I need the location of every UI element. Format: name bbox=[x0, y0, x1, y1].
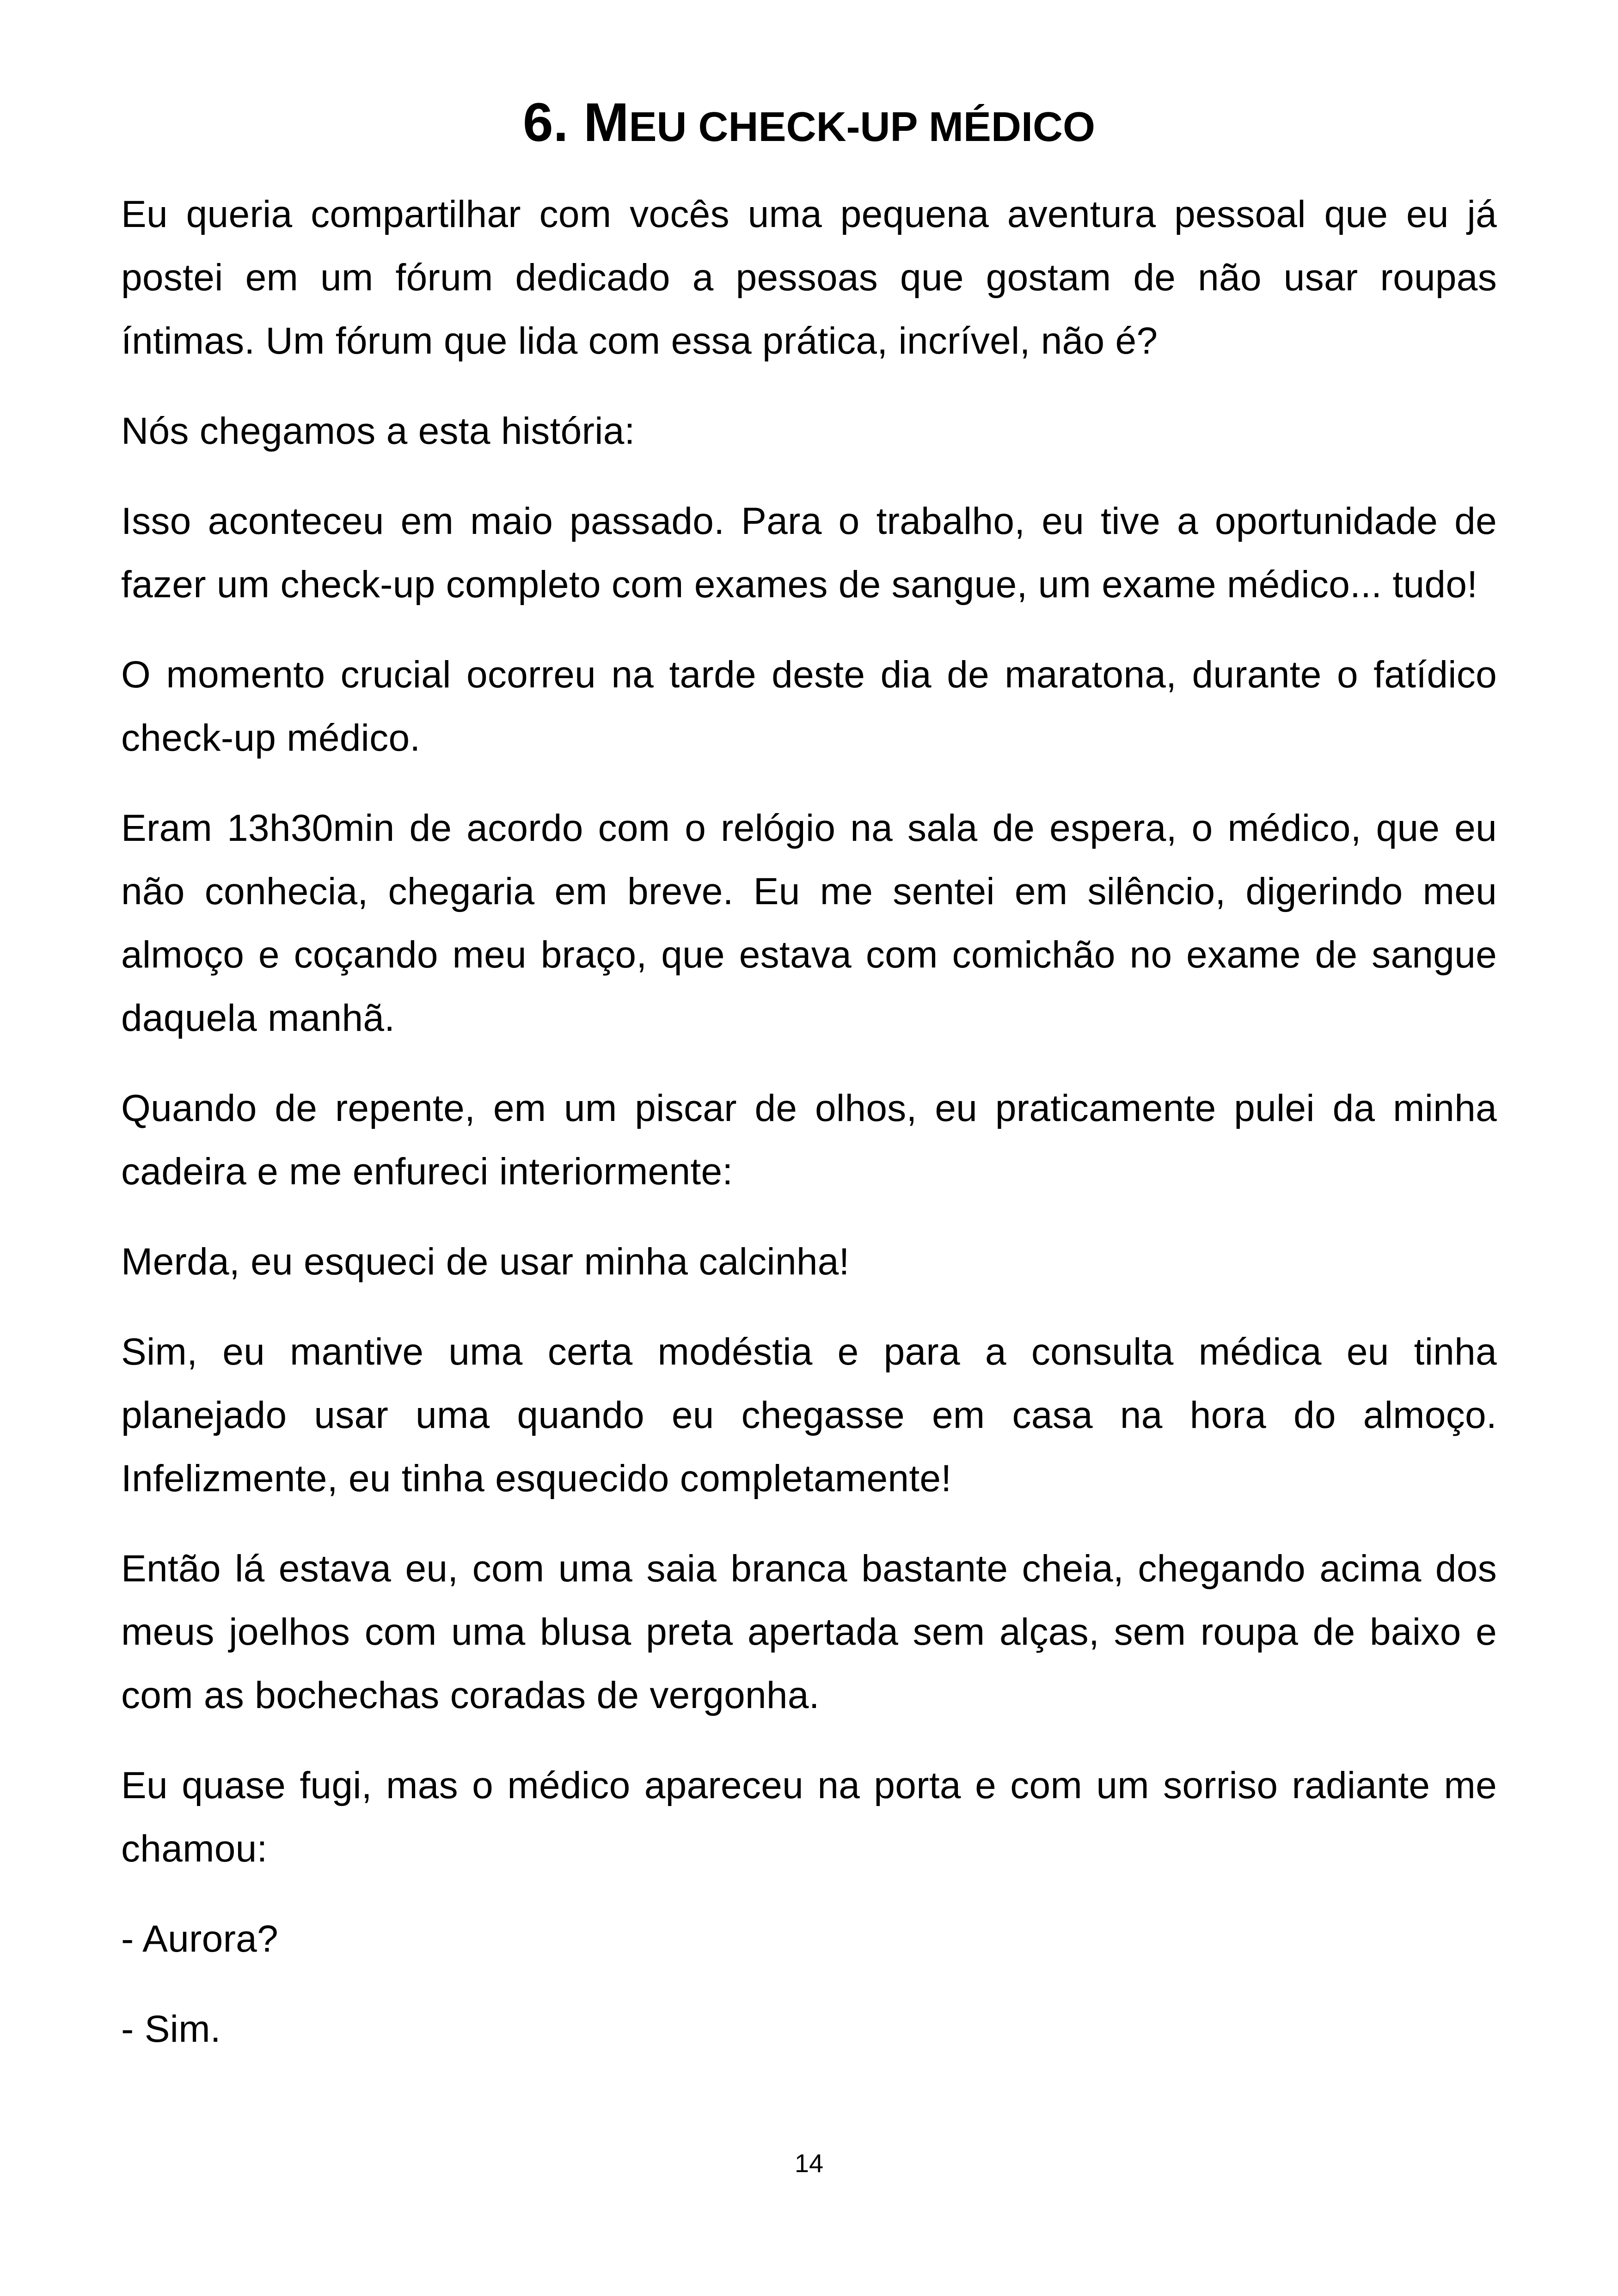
paragraph: Sim, eu mantive uma certa modéstia e para a consulta médica eu tinha planejado usar uma quando eu chegasse em casa na hora do almoço. Infelizmente, eu tinha esquecido completamente! bbox=[121, 1331, 1497, 1500]
paragraph: Isso aconteceu em maio passado. Para o trabalho, eu tive a oportunidade de fazer um check-up completo com exames de sangue, um exame médico... tudo! bbox=[121, 500, 1497, 606]
chapter-body bbox=[121, 183, 1497, 2088]
chapter-title-rest: EU CHECK-UP MÉDICO bbox=[629, 104, 1095, 150]
paragraph: Merda, eu esqueci de usar minha calcinha! bbox=[121, 1241, 850, 1283]
paragraph: Nós chegamos a esta história: bbox=[121, 410, 635, 452]
dialogue-line: - Aurora? bbox=[121, 1918, 278, 1960]
paragraph: Eu queria compartilhar com vocês uma pequena aventura pessoal que eu já postei em um fórum dedicado a pessoas que gostam de não usar roupas íntimas. Um fórum que lida com essa prática, incrível, não é? bbox=[121, 193, 1497, 362]
chapter-number: 6. bbox=[523, 92, 584, 153]
paragraph: Quando de repente, em um piscar de olhos, eu praticamente pulei da minha cadeira e me enfureci interiormente: bbox=[121, 1087, 1497, 1193]
chapter-title-initial: M bbox=[583, 92, 629, 153]
paragraph: O momento crucial ocorreu na tarde deste dia de maratona, durante o fatídico check-up médico. bbox=[121, 654, 1497, 759]
page-number: 14 bbox=[794, 2149, 824, 2178]
paragraph: Então lá estava eu, com uma saia branca bastante cheia, chegando acima dos meus joelhos com uma blusa preta apertada sem alças, sem roupa de baixo e com as bochechas coradas de vergonha. bbox=[121, 1548, 1497, 1716]
paragraph: Eram 13h30min de acordo com o relógio na sala de espera, o médico, que eu não conhecia, chegaria em breve. Eu me sentei em silêncio, digerindo meu almoço e coçando meu braço, que estava com comichão no exame de sangue daquela manhã. bbox=[121, 807, 1497, 1039]
chapter-title bbox=[121, 88, 1497, 162]
paragraph: Eu quase fugi, mas o médico apareceu na porta e com um sorriso radiante me chamou: bbox=[121, 1764, 1497, 1870]
dialogue-line: - Sim. bbox=[121, 2008, 221, 2050]
